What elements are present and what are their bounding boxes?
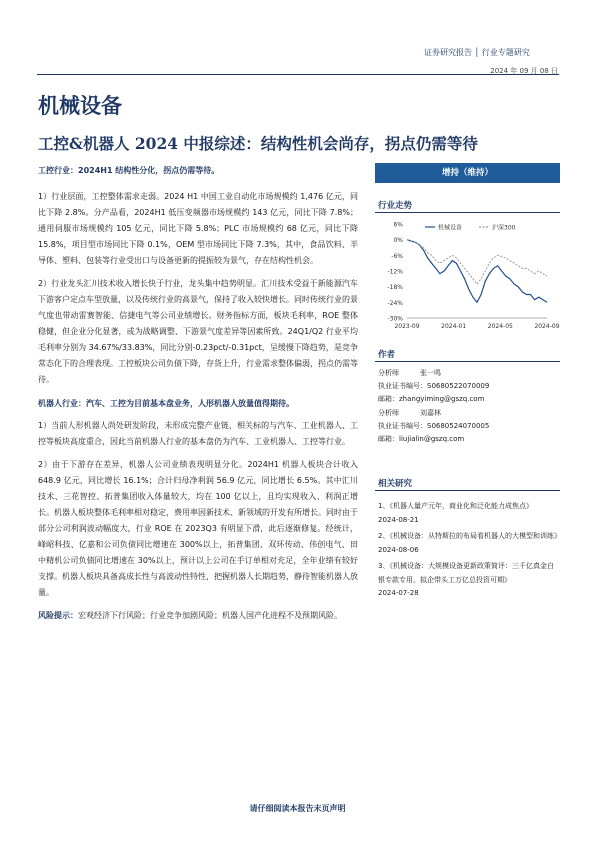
analyst-2-license: 执业证书编号：S0680524070005 <box>378 422 490 430</box>
analyst-2-role: 分析师 <box>378 409 399 417</box>
paragraph-4: 2）由于下游存在差异，机器人公司业绩表现明显分化。2024H1 机器人板块合计收入 648.9 亿元，同比增长 16.1%；合计归母净利润 56.9 亿元，同比增长 6.5%。其中汇川技术、三花智控、拓普集团收入体量较大，均在 100 亿以上，且均实现收入、利润正增长。机器人板块整体毛利率相对稳定，费用率因新技术、新领域的开发有所增长。同时由于部分公司利润波动幅度大，行业 ROE 在 2023Q3 有明显下滑，此后逐渐修复。经统计，峰岹科技、亿嘉和公司负债同比增速在 300%以上，拓普集团、双环传动、伟创电气、田中精机公司负债同比增速在 30%以上，预计以上公司在手订单相对充足，全年业绩有较好支撑。机器人板块具备高成长性与高波动性特性，把握机器人长期趋势，静待智能机器人放量。 <box>38 460 358 597</box>
industry-trend-chart <box>375 218 560 338</box>
analyst-1-email[interactable]: 邮箱：zhangyiming@gszq.com <box>378 395 485 403</box>
related-item[interactable] <box>378 560 560 601</box>
y-tick-label: -12% <box>387 268 403 276</box>
related-item[interactable] <box>378 500 560 527</box>
header-divider <box>37 74 559 75</box>
y-tick-label: -24% <box>387 299 403 307</box>
trend-section-title: 行业走势 <box>378 201 413 211</box>
analyst-2-email[interactable]: 邮箱：liujialin@gszq.com <box>378 435 465 443</box>
legend-label: 机械设备 <box>438 224 463 232</box>
lead-paragraph: 工控行业：2024H1 结构性分化，拐点仍需等待。 <box>38 166 220 175</box>
footer-disclaimer: 请仔细阅读本报告末页声明 <box>249 804 346 813</box>
analyst-1-name: 张一鸣 <box>420 369 441 377</box>
analyst-1-role: 分析师 <box>378 369 399 377</box>
analyst-1-license: 执业证书编号：S0680522070009 <box>378 382 490 390</box>
y-tick-label: 6% <box>393 221 403 229</box>
related-item-date: 2024-08-21 <box>378 515 419 524</box>
related-item-date: 2024-08-06 <box>378 545 419 554</box>
x-tick-label: 2024-01 <box>441 323 467 330</box>
sector-title: 机械设备 <box>38 93 122 118</box>
related-item-title: 3、《机械设备：大规模设备更新政策简评：三千亿真金白银专款专用，拟企带头工万亿总投资可期》 <box>378 562 554 584</box>
y-tick-label: 0% <box>393 237 403 245</box>
paragraph-1: 1）行业层面，工控整体需求走弱。2024 H1 中国工业自动化市场规模约 1,476 亿元，同比下降 2.8%。分产品看，2024H1 低压变频器市场规模约 143 亿元，同比下降 7.8%；通用伺服市场规模约 105 亿元，同比下降 5.8%；PLC 市场规模约 68 亿元，同比下降 15.8%，项目型市场同比下降 0.1%，OEM 型市场同比下降 7.3%，其中，食品饮料、半导体、塑料、包装等行业受出口与设备更新的提振较为景气，存在结构性机会。 <box>38 192 358 265</box>
related-section-title: 相关研究 <box>378 479 413 489</box>
related-item-date: 2024-07-28 <box>378 589 419 597</box>
report-date: 2024 年 09 月 08 日 <box>490 67 558 75</box>
report-title: 工控&机器人 2024 中报综述：结构性机会尚存，拐点仍需等待 <box>38 134 478 153</box>
risk-paragraph <box>38 608 358 624</box>
analyst-2-name: 刘嘉林 <box>420 409 441 417</box>
related-item-title: 2、《机械设备：从特斯拉的布局看机器人的大模型和训练》 <box>378 532 561 540</box>
trend-divider <box>375 212 560 213</box>
main-body <box>38 163 358 631</box>
related-item[interactable] <box>378 530 560 557</box>
related-divider <box>375 490 560 491</box>
risk-title: 风险提示： <box>38 611 78 620</box>
rating-badge: 增持（维持） <box>375 163 560 183</box>
series-line <box>407 240 547 284</box>
report-type-label: 证券研究报告 │ 行业专题研究 <box>424 48 530 57</box>
x-tick-label: 2024-05 <box>487 323 513 330</box>
legend-label: 沪深300 <box>492 224 516 232</box>
robot-subheading: 机器人行业：汽车、工控为目前基本盘业务，人形机器人放量值得期待。 <box>38 399 294 408</box>
x-tick-label: 2024-09 <box>534 323 560 330</box>
analysts-divider <box>375 361 560 362</box>
y-tick-label: -18% <box>387 284 403 292</box>
analysts-section-title: 作者 <box>378 350 396 360</box>
y-tick-label: -6% <box>391 252 403 260</box>
related-item-title: 1、《机器人量产元年，商业化和泛化能力成焦点》 <box>378 502 533 510</box>
risk-text: 宏观经济下行风险；行业竞争加剧风险；机器人国产化进程不及预期风险。 <box>78 611 342 620</box>
related-list <box>378 500 560 604</box>
x-tick-label: 2023-09 <box>394 323 420 330</box>
series-line <box>407 240 547 303</box>
paragraph-3: 1）当前人形机器人尚处研发阶段，未形成完整产业链，相关标的与汽车、工业机器人、工控等板块高度重合，因此当前机器人行业的基本盘仍为汽车、工业机器人、工控等行业。 <box>38 421 358 446</box>
paragraph-2: 2）行业龙头汇川技术收入增长快于行业，龙头集中趋势明显。汇川技术受益于新能源汽车下游客户定点车型放量，以及传统行业的高景气，保持了收入较快增长。同时传统行业的景气度也带动雷赛智能、信捷电气等公司业绩增长。财务指标方面，板块毛利率，ROE 整体稳健，但企业分化显著，或为战略调整、下游景气度差异等因素所致。24Q1/Q2 行业平均毛利率分别为 34.67%/33.83%，同比分别-0.23pct/-0.31pct，呈缓慢下降趋势，是竞争常态化下的合理表现。工控板块公司负债下降，存货上升，行业需求整体偏弱，拐点仍需等待。 <box>38 279 358 384</box>
y-tick-label: -30% <box>387 315 403 323</box>
